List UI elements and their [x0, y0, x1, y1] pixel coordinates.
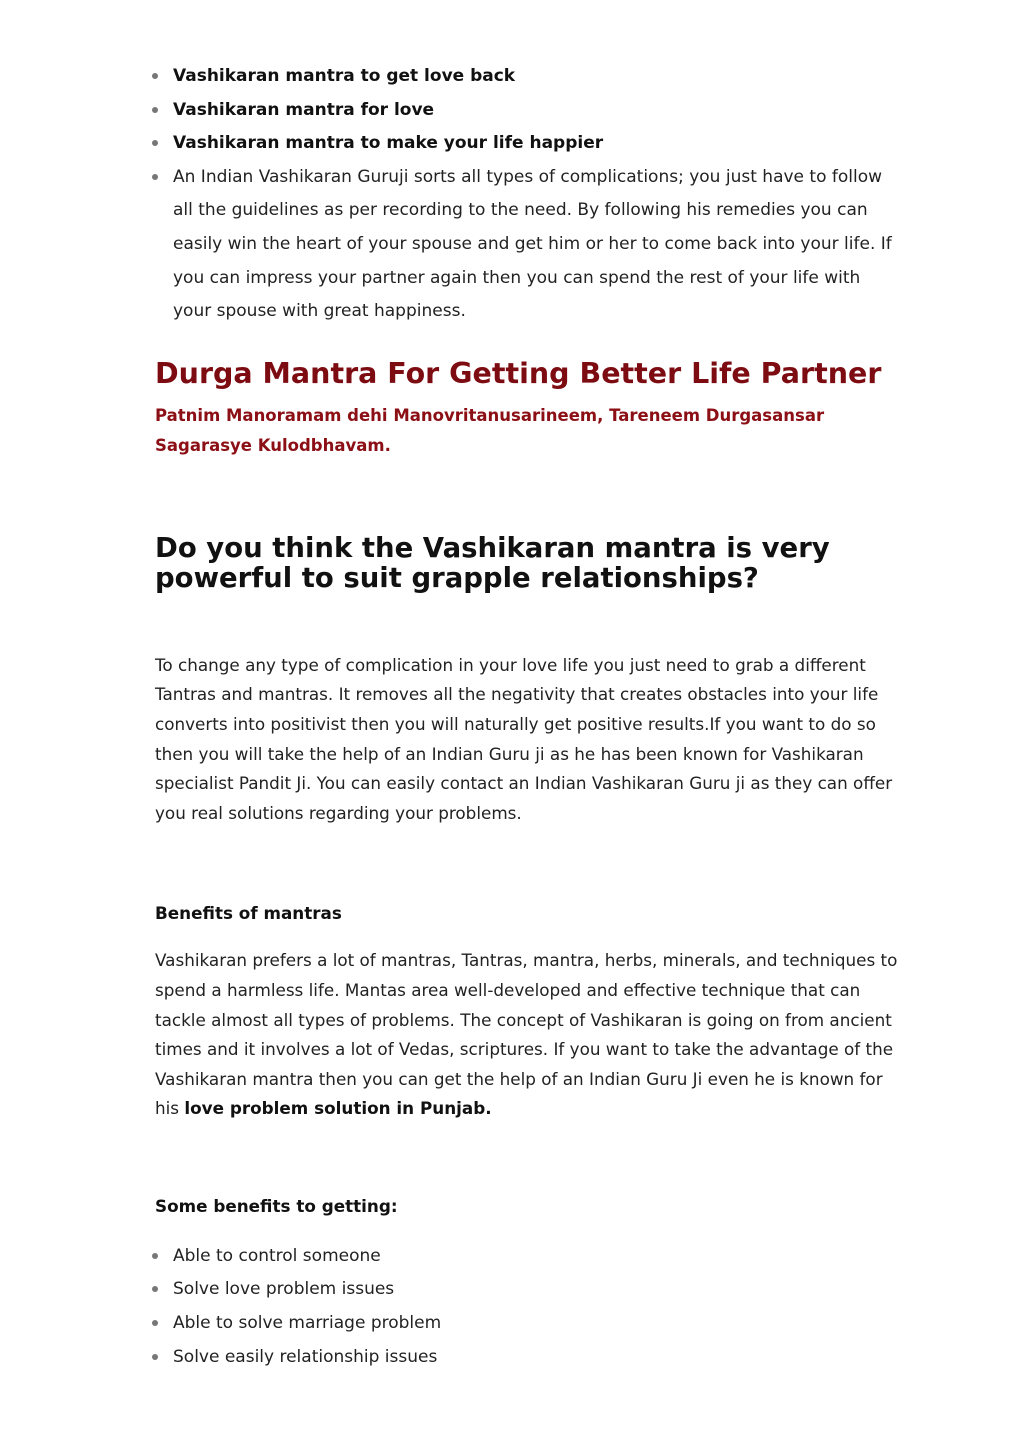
list-item: Solve love problem issues: [155, 1273, 900, 1307]
list-item: Vashikaran mantra to get love back: [155, 60, 900, 94]
mantra-line-1: Patnim Manoramam dehi Manovritanusarineem, Tareneem Durgasansar: [155, 405, 825, 425]
list-item: Able to solve marriage problem: [155, 1307, 900, 1341]
list-item: An Indian Vashikaran Guruji sorts all types of complications; you just have to follow all the guidelines as per recording to the need. By following his remedies you can easily win the heart of your spouse and get him or her to come back into your life. If you can impress your partner again then you can spend the rest of your life with your spouse with great happiness.: [155, 161, 900, 329]
question-heading: Do you think the Vashikaran mantra is very powerful to suit grapple relationships?: [155, 531, 830, 594]
benefits-paragraph-text: Vashikaran prefers a lot of mantras, Tantras, mantra, herbs, minerals, and techniques to spend a harmless life. Mantas area well-developed and effective technique that can tackle almost all types of problems. The concept of Vashikaran is going on from ancient times and it involves a lot of Vedas, scriptures. If you want to take the advantage of the Vashikaran mantra then you can get the help of an Indian Guru Ji even he is known for his: [155, 950, 898, 1119]
durga-mantra-heading: Durga Mantra For Getting Better Life Partner: [155, 356, 882, 390]
list-item: Solve easily relationship issues: [155, 1341, 900, 1375]
some-benefits-heading: Some benefits to getting:: [155, 1195, 398, 1216]
document-page: [155, 60, 900, 1374]
benefits-heading: Benefits of mantras: [155, 903, 342, 924]
list-item: Vashikaran mantra for love: [155, 94, 900, 128]
top-bullet-list: [155, 60, 900, 329]
benefits-paragraph: [155, 946, 900, 1124]
punjab-link-text: love problem solution in Punjab.: [184, 1098, 492, 1119]
some-benefits-list: [155, 1240, 900, 1374]
mantra-line-2: Sagarasye Kulodbhavam.: [155, 435, 391, 455]
list-item: Vashikaran mantra to make your life happier: [155, 127, 900, 161]
durga-mantra-text: [155, 401, 900, 461]
list-item: Able to control someone: [155, 1240, 900, 1274]
question-paragraph: To change any type of complication in your love life you just need to grab a different Tantras and mantras. It removes all the negativity that creates obstacles into your life converts into positivist then you will naturally get positive results.If you want to do so then you will take the help of an Indian Guru ji as he has been known for Vashikaran specialist Pandit Ji. You can easily contact an Indian Vashikaran Guru ji as they can offer you real solutions regarding your problems.: [155, 654, 893, 823]
